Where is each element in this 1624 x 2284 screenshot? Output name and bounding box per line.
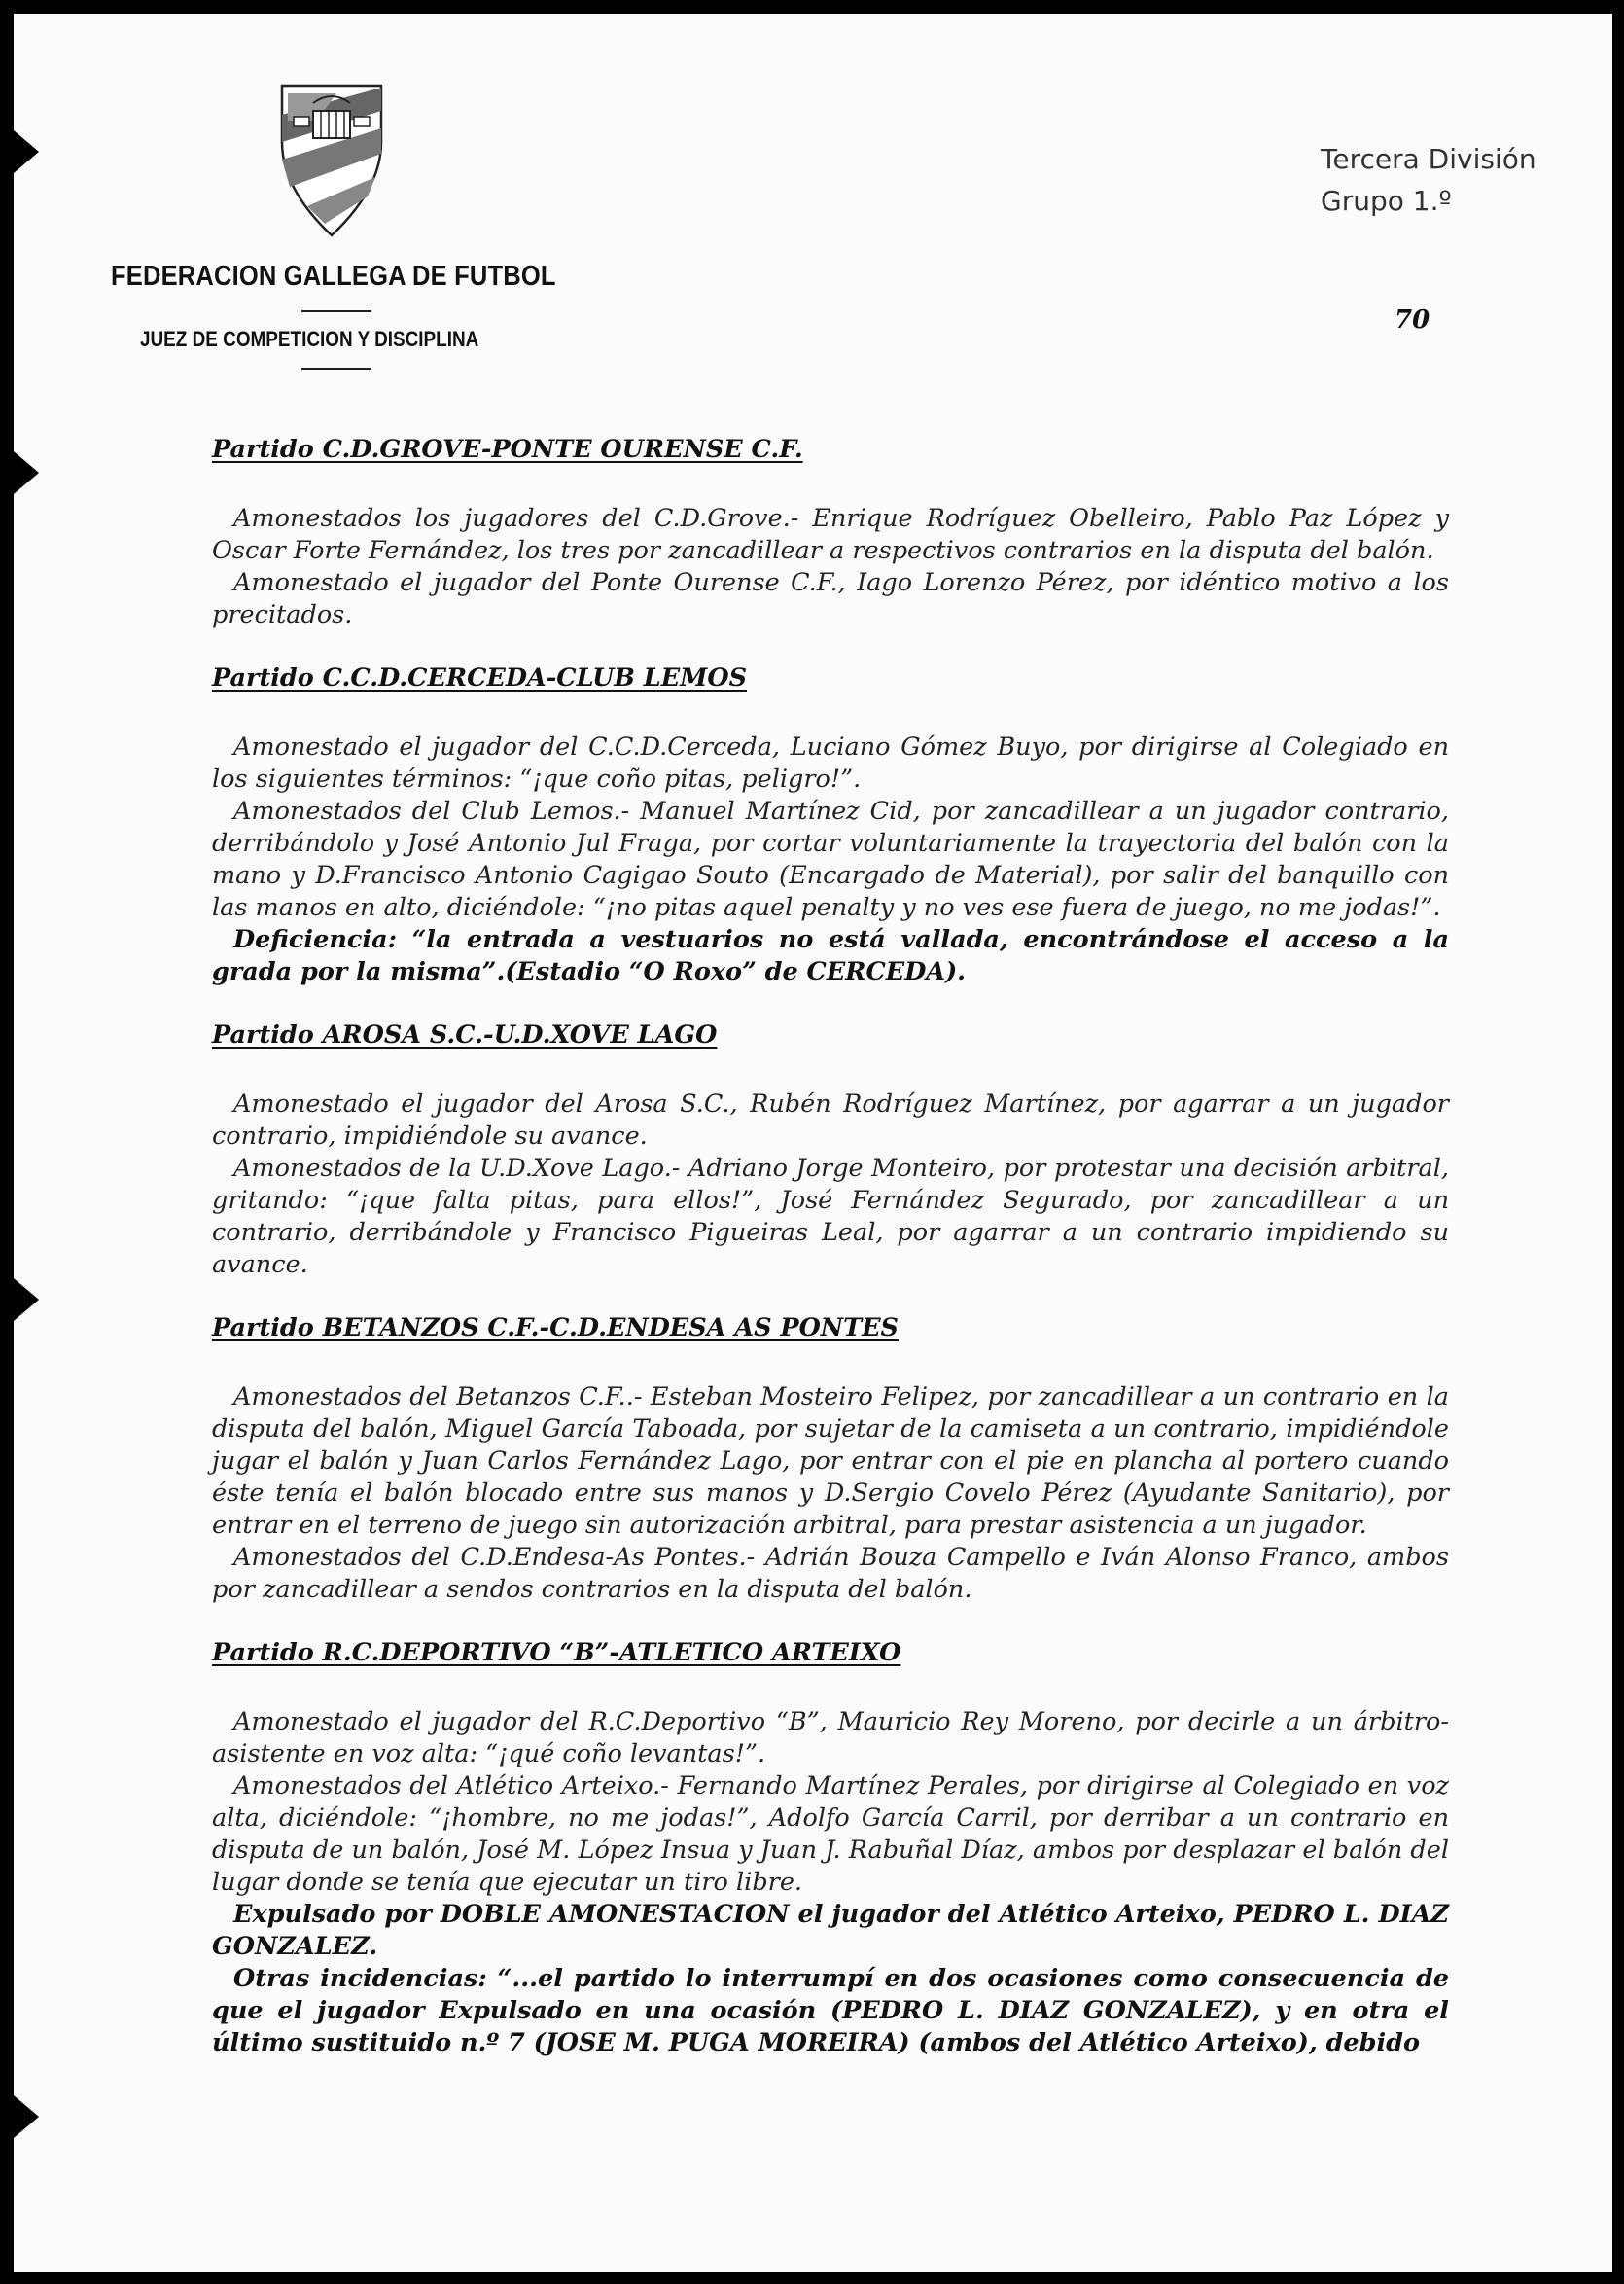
emphasized-paragraph: Otras incidencias: “...el partido lo interrumpí en dos ocasiones como consecuencia de que el jugador Expulsado en una ocasión (PEDRO L. DIAZ GONZALEZ), y en otra el último sustituido n.º 7 (JOSE M. PUGA MOREIRA) (ambos del Atlético Arteixo), debido [212,1964,1449,2057]
report-paragraph: Amonestados del Club Lemos.- Manuel Martínez Cid, por zancadillear a un jugador contrario, derribándolo y José Antonio Jul Fraga, por cortar voluntariamente la trayectoria del balón con la mano y D.Francisco Antonio Cagigao Souto (Encargado de Material), por salir del banquillo con las manos en alto, diciéndole: “¡no pitas aquel penalty y no ves ese fuera de juego, no me jodas!”. [212,797,1449,922]
committee-name: JUEZ DE COMPETICION Y DISCIPLINA [140,327,479,351]
match-title: Partido R.C.DEPORTIVO “B”-ATLETICO ARTEIXO [212,1638,901,1667]
report-paragraph: Amonestados del Betanzos C.F..- Esteban Mosteiro Felipez, por zancadillear a un contrario en la disputa del balón, Miguel García Taboada, por sujetar de la camiseta a un contrario, impidiéndole jugar el balón y Juan Carlos Fernández Lago, por entrar con el pie en plancha al portero cuando éste tenía el balón blocado entre sus manos y D.Sergio Covelo Pérez (Ayudante Sanitario), por entrar en el terreno de juego sin autorización arbitral, para prestar asistencia a un jugador. [212,1382,1449,1540]
division-label [1321,138,1536,222]
scan-edge-mark [14,1278,39,1321]
match-title: Partido BETANZOS C.F.-C.D.ENDESA AS PONTES [212,1313,899,1342]
match-section [212,1637,1449,2059]
division-name: Tercera División [1321,143,1536,175]
report-paragraph: Amonestado el jugador del C.C.D.Cerceda, Luciano Gómez Buyo, por dirigirse al Colegiado en los siguientes términos: “¡que coño pitas, peligro!”. [212,732,1449,794]
division-group: Grupo 1.º [1321,185,1452,217]
report-paragraph: Amonestados de la U.D.Xove Lago.- Adriano Jorge Monteiro, por protestar una decisión arbitral, gritando: “¡que falta pitas, para ellos!”, José Fernández Segurado, por zancadillear a un contrario, derribándole y Francisco Pigueiras Leal, por agarrar a un contrario impidiendo su avance. [212,1154,1449,1279]
scan-edge-mark [14,2095,39,2138]
match-section [212,1312,1449,1606]
header-divider [301,368,371,370]
match-title: Partido C.C.D.CERCEDA-CLUB LEMOS [212,663,748,693]
federation-name: FEDERACION GALLEGA DE FUTBOL [111,261,556,292]
match-title: Partido C.D.GROVE-PONTE OURENSE C.F. [212,435,803,464]
scan-edge-mark [14,130,39,173]
report-paragraph: Amonestados del Atlético Arteixo.- Fernando Martínez Perales, por dirigirse al Colegiado en voz alta, diciéndole: “¡hombre, no me jodas!”, Adolfo García Carril, por derribar a un contrario en disputa de un balón, José M. López Insua y Juan J. Rabuñal Díaz, ambos por desplazar el balón del lugar donde se tenía que ejecutar un tiro libre. [212,1771,1449,1897]
match-reports [212,434,1449,2090]
match-section [212,434,1449,631]
report-paragraph: Amonestado el jugador del Ponte Ourense C.F., Iago Lorenzo Pérez, por idéntico motivo a los precitados. [212,568,1449,629]
page-number: 70 [1395,305,1430,335]
report-paragraph: Amonestado el jugador del Arosa S.C., Rubén Rodríguez Martínez, por agarrar a un jugador contrario, impidiéndole su avance. [212,1089,1449,1151]
federation-crest-logo [278,82,385,239]
emphasized-paragraph: Deficiencia: “la entrada a vestuarios no está vallada, encontrándose el acceso a la grada por la misma”.(Estadio “O Roxo” de CERCEDA). [212,925,1449,986]
scan-edge-mark [14,451,39,494]
document-page [14,14,1612,2272]
match-section [212,662,1449,988]
match-section [212,1019,1449,1281]
report-paragraph: Amonestado el jugador del R.C.Deportivo “B”, Mauricio Rey Moreno, por decirle a un árbitro-asistente en voz alta: “¡qué coño levantas!”. [212,1707,1449,1768]
match-title: Partido AROSA S.C.-U.D.XOVE LAGO [212,1020,718,1050]
report-paragraph: Amonestados los jugadores del C.D.Grove.- Enrique Rodríguez Obelleiro, Pablo Paz López y Oscar Forte Fernández, los tres por zancadillear a respectivos contrarios en la disputa del balón. [212,504,1449,565]
report-paragraph: Amonestados del C.D.Endesa-As Pontes.- Adrián Bouza Campello e Iván Alonso Franco, ambos por zancadillear a sendos contrarios en la disputa del balón. [212,1543,1449,1604]
header-divider [301,310,371,312]
emphasized-paragraph: Expulsado por DOBLE AMONESTACION el jugador del Atlético Arteixo, PEDRO L. DIAZ GONZALEZ. [212,1900,1449,1961]
